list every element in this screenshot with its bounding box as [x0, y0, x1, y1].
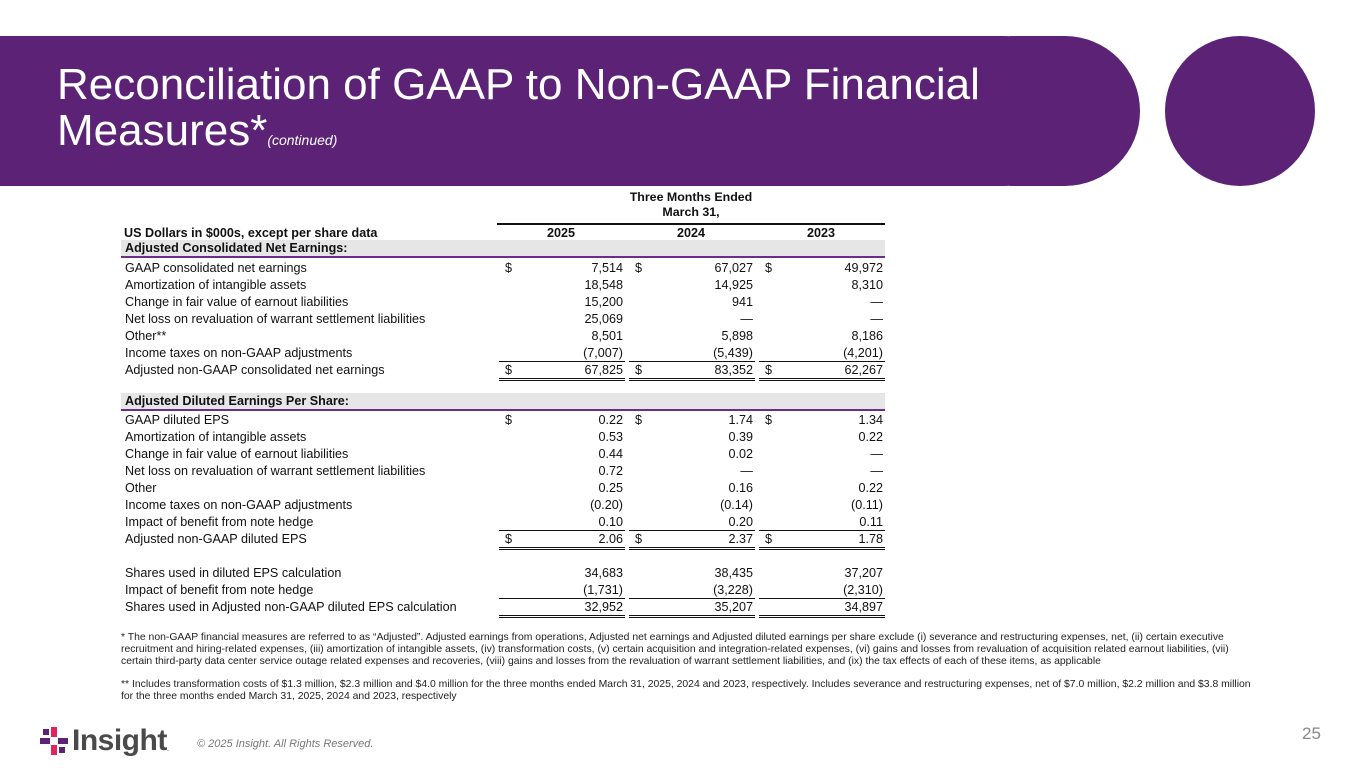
row-label: Change in fair value of earnout liabilities: [125, 447, 349, 461]
table-row: [121, 599, 885, 616]
row-label: Amortization of intangible assets: [125, 430, 307, 444]
row-label: GAAP diluted EPS: [125, 413, 230, 427]
cell-value: 32,952: [584, 600, 623, 614]
logo-dot: .: [166, 743, 170, 753]
row-label: Income taxes on non-GAAP adjustments: [125, 346, 353, 360]
row-label: Other: [125, 481, 157, 495]
currency-symbol: $: [505, 413, 513, 427]
table-row: [121, 565, 885, 582]
table-row: [121, 429, 885, 446]
cell-value: 0.10: [598, 515, 623, 529]
row-label: Adjusted non-GAAP diluted EPS: [125, 532, 307, 546]
cell-value: 67,825: [584, 363, 623, 377]
cell-value: 0.44: [598, 447, 623, 461]
cell-value: 62,267: [844, 363, 883, 377]
table-row: [121, 463, 885, 480]
cell-value: 7,514: [591, 261, 623, 275]
table-row: [121, 260, 885, 277]
total-rule: [499, 530, 625, 550]
row-label: Impact of benefit from note hedge: [125, 515, 314, 529]
table-row: [121, 311, 885, 328]
cell-value: 34,683: [584, 566, 623, 580]
cell-value: 8,186: [851, 329, 883, 343]
row-label: Adjusted non-GAAP consolidated net earnings: [125, 363, 385, 377]
cell-value: (3,228): [713, 583, 753, 597]
table-row: [121, 531, 885, 548]
table-row: [121, 362, 885, 379]
table-row: [121, 294, 885, 311]
cell-value: 0.22: [858, 430, 883, 444]
period-header-line-2: March 31,: [662, 205, 720, 219]
cell-value: (0.20): [590, 498, 623, 512]
cell-value: —: [740, 464, 753, 478]
year-header-2025: 2025: [547, 226, 576, 240]
cell-value: 0.20: [728, 515, 753, 529]
currency-symbol: $: [635, 363, 643, 377]
year-header-2024: 2024: [677, 226, 706, 240]
row-label: Shares used in diluted EPS calculation: [125, 566, 342, 580]
cell-value: —: [870, 464, 883, 478]
section-adjusted-diluted-eps-label: Adjusted Diluted Earnings Per Share:: [125, 394, 349, 408]
table-row: [121, 582, 885, 599]
row-label: Impact of benefit from note hedge: [125, 583, 314, 597]
currency-symbol: $: [765, 363, 773, 377]
cell-value: 38,435: [714, 566, 753, 580]
cell-value: 8,310: [851, 278, 883, 292]
insight-logo-text: Insight: [72, 724, 167, 757]
cell-value: (7,007): [583, 346, 623, 360]
cell-value: 0.16: [728, 481, 753, 495]
decorative-circle: [1165, 36, 1315, 186]
cell-value: (0.14): [720, 498, 753, 512]
cell-value: 0.22: [858, 481, 883, 495]
cell-value: (0.11): [851, 498, 883, 512]
cell-value: (4,201): [843, 346, 883, 360]
total-rule: [759, 361, 885, 381]
cell-value: 18,548: [584, 278, 623, 292]
cell-value: —: [740, 312, 753, 326]
cell-value: 15,200: [584, 295, 623, 309]
title-line-2-text: Measures*: [57, 106, 268, 155]
cell-value: 0.72: [598, 464, 623, 478]
cell-value: 0.53: [598, 430, 623, 444]
total-rule: [759, 598, 885, 618]
currency-symbol: $: [635, 261, 643, 275]
cell-value: 1.74: [728, 413, 753, 427]
cell-value: 8,501: [591, 329, 623, 343]
cell-value: 49,972: [844, 261, 883, 275]
table-row: [121, 328, 885, 345]
total-rule: [499, 361, 625, 381]
units-label: US Dollars in $000s, except per share data: [124, 226, 378, 240]
table-row: [121, 412, 885, 429]
table-row: [121, 345, 885, 362]
cell-value: 0.25: [598, 481, 623, 495]
table-row: [121, 446, 885, 463]
cell-value: —: [870, 295, 883, 309]
row-label: Net loss on revaluation of warrant settlement liabilities: [125, 464, 426, 478]
cell-value: 941: [731, 295, 753, 309]
header-rule: [497, 223, 885, 225]
cell-value: —: [870, 447, 883, 461]
row-label: Net loss on revaluation of warrant settlement liabilities: [125, 312, 426, 326]
currency-symbol: $: [765, 261, 773, 275]
section-adjusted-net-earnings-label: Adjusted Consolidated Net Earnings:: [125, 241, 348, 255]
year-header-2023: 2023: [807, 226, 836, 240]
cell-value: (2,310): [843, 583, 883, 597]
total-rule: [759, 530, 885, 550]
cell-value: 0.39: [728, 430, 753, 444]
table-row: [121, 277, 885, 294]
cell-value: 34,897: [844, 600, 883, 614]
cell-value: 5,898: [721, 329, 753, 343]
cell-value: 37,207: [844, 566, 883, 580]
cell-value: 1.34: [858, 413, 883, 427]
cell-value: 14,925: [714, 278, 753, 292]
table-row: [121, 480, 885, 497]
total-rule: [499, 598, 625, 618]
cell-value: —: [870, 312, 883, 326]
footnotes: [121, 632, 1251, 713]
cell-value: 1.78: [858, 532, 883, 546]
currency-symbol: $: [505, 363, 513, 377]
cell-value: 0.02: [728, 447, 753, 461]
insight-logo: [40, 726, 169, 756]
row-label: GAAP consolidated net earnings: [125, 261, 307, 275]
section-adjusted-net-earnings: [121, 240, 885, 258]
currency-symbol: $: [765, 532, 773, 546]
cell-value: 83,352: [714, 363, 753, 377]
cell-value: 25,069: [584, 312, 623, 326]
currency-symbol: $: [505, 532, 513, 546]
row-label: Amortization of intangible assets: [125, 278, 307, 292]
decorative-half-circle: [1010, 36, 1140, 186]
title-line-1: Reconciliation of GAAP to Non-GAAP Financial: [57, 60, 980, 109]
row-label: Change in fair value of earnout liabilities: [125, 295, 349, 309]
period-header-line-1: Three Months Ended: [629, 190, 753, 204]
cell-value: 0.11: [859, 515, 883, 529]
insight-logo-mark-icon: [40, 727, 68, 755]
total-rule: [629, 598, 755, 618]
title-suffix: (continued): [267, 132, 338, 148]
currency-symbol: $: [765, 413, 773, 427]
cell-value: 35,207: [714, 600, 753, 614]
currency-symbol: $: [505, 261, 513, 275]
section-adjusted-diluted-eps: [121, 393, 885, 411]
total-rule: [629, 530, 755, 550]
title-line-2: [57, 108, 980, 154]
cell-value: (5,439): [713, 346, 753, 360]
cell-value: 67,027: [714, 261, 753, 275]
cell-value: 0.22: [598, 413, 623, 427]
footnote-2: ** Includes transformation costs of $1.3 million, $2.3 million and $4.0 million for the three months ended March 31, 2025, 2024 and 2023, respectively. Includes severance and restructuring expenses, net of $7.0 million, $2.2 million and $3.8 million for the three months ended March 31, 2025, 2024 and 2023, respectively: [121, 678, 1251, 702]
row-label: Shares used in Adjusted non-GAAP diluted EPS calculation: [125, 600, 457, 614]
currency-symbol: $: [635, 413, 643, 427]
currency-symbol: $: [635, 532, 643, 546]
period-header: [497, 190, 885, 220]
row-label: Income taxes on non-GAAP adjustments: [125, 498, 353, 512]
page-number: 25: [1302, 724, 1321, 743]
footnote-1: * The non-GAAP financial measures are referred to as “Adjusted”. Adjusted earnings from operations, Adjusted net earnings and Adjusted diluted earnings per share exclude (i) severance and restructuring expenses, net, (ii) certain executive recruitment and hiring-related expenses, (iii) amortization of intangible assets, (iv) transformation costs, (v) certain acquisition and integration-related expenses, (vi) gains and losses from revaluation of acquisition related earnout liabilities, (vii) certain third-party data center service outage related expenses and recoveries, (viii) gains and losses from the revaluation of warrant settlement liabilities, and (ix) the tax effects of each of these items, as applicable: [121, 632, 1229, 668]
row-label: Other**: [125, 329, 167, 343]
table-row: [121, 497, 885, 514]
cell-value: 2.37: [728, 532, 753, 546]
page-title: [57, 62, 980, 154]
cell-value: (1,731): [583, 583, 623, 597]
total-rule: [629, 361, 755, 381]
cell-value: 2.06: [598, 532, 623, 546]
table-row: [121, 514, 885, 531]
copyright: © 2025 Insight. All Rights Reserved.: [197, 738, 374, 750]
